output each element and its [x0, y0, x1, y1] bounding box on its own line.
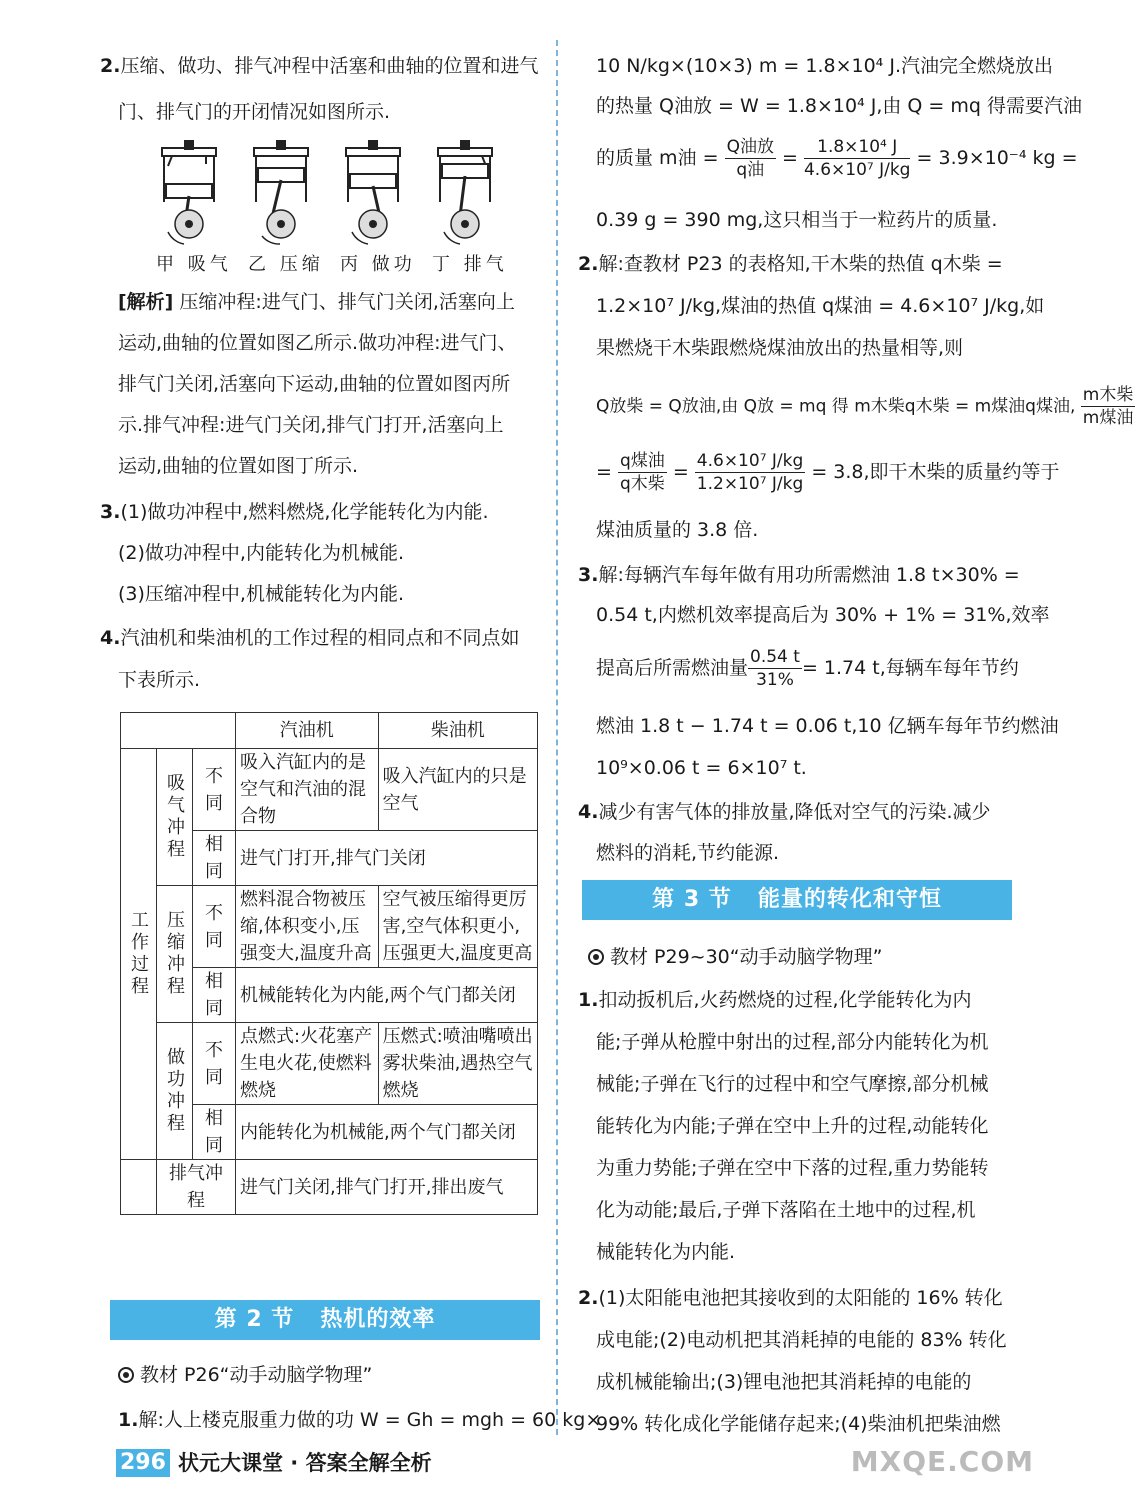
question-4-line2: 下表所示. — [118, 669, 201, 691]
right-line-4: 0.39 g = 390 mg,这只相当于一粒药片的质量. — [596, 209, 998, 231]
engine-exhaust-diagram — [430, 140, 500, 244]
r2-line-2: 成电能;(2)电动机把其消耗掉的电能的 83% 转化 — [596, 1329, 1007, 1351]
r2-line-3: 成机械能输出;(3)锂电池把其消耗掉的电能的 — [596, 1371, 972, 1393]
r1-line-4: 能转化为内能;子弹在空中上升的过程,动能转化 — [596, 1115, 989, 1137]
analysis-line-5: 运动,曲轴的位置如图丁所示. — [118, 455, 359, 477]
r1-line-3: 械能;子弹在飞行的过程中和空气摩擦,部分机械 — [596, 1073, 989, 1095]
table-corner — [121, 713, 236, 749]
right-q4-line2: 燃料的消耗,节约能源. — [596, 842, 780, 864]
table-blank-cell — [121, 1160, 157, 1215]
r2-line-4: 99% 转化成化学能储存起来;(4)柴油机把柴油燃 — [596, 1413, 1001, 1435]
engine-power-diagram — [338, 140, 408, 244]
analysis-line-4: 示.排气冲程:进气门关闭,排气门打开,活塞向上 — [118, 414, 504, 436]
right-q2-line5: = $\frac{\text{q煤油}}{\text{q木柴}}$ = $\frac{\text{4.6×10⁷ J/kg}}{\text{1.2×10⁷ J/kg}}$ = 3.8,即干木柴的质量约等于 — [596, 451, 1060, 494]
exhaust-stroke-label: 排气冲程 — [157, 1160, 236, 1215]
same-label: 相同 — [193, 968, 236, 1023]
r1-line-5: 为重力势能;子弹在空中下落的过程,重力势能转 — [596, 1157, 989, 1179]
compression-diesel: 空气被压缩得更厉害,空气体积更小,压强更大,温度更高 — [378, 886, 537, 968]
right-q3: 3.解:每辆汽车每年做有用功所需燃油 1.8 t×30% = — [578, 564, 1020, 586]
same-label: 相同 — [193, 1105, 236, 1160]
r1-line-2: 能;子弹从枪膛中射出的过程,部分内能转化为机 — [596, 1031, 989, 1053]
fraction: $\frac{\text{1.8×10⁴ J}}{\text{4.6×10⁷ J/kg}}$ — [803, 137, 911, 180]
page-number: 296 — [116, 1449, 170, 1477]
compression-same: 机械能转化为内能,两个气门都关闭 — [236, 968, 538, 1023]
power-gasoline: 点燃式:火花塞产生电火花,使燃料燃烧 — [236, 1023, 379, 1105]
q1-answer: 1.解:人上楼克服重力做的功 W = Gh = mgh = 60 kg× — [118, 1409, 602, 1431]
compression-stroke-label: 压缩冲程 — [157, 886, 193, 1023]
r2-line-1: 2.(1)太阳能电池把其接收到的太阳能的 16% 转化 — [578, 1287, 1003, 1309]
question-2-line2: 门、排气门的开闭情况如图所示. — [118, 101, 391, 123]
engine-label-compression: 乙 压缩 — [248, 254, 324, 275]
diff-label: 不同 — [193, 886, 236, 968]
power-same: 内能转化为机械能,两个气门都关闭 — [236, 1105, 538, 1160]
footer-title: 状元大课堂 · 答案全解全析 — [178, 1451, 432, 1475]
analysis-line-3: 排气门关闭,活塞向下运动,曲轴的位置如图丙所 — [118, 373, 511, 395]
fraction: $\frac{0.54 t}{31\%}$ — [750, 647, 800, 690]
question-2: 2.压缩、做功、排气冲程中活塞和曲轴的位置和进气 — [100, 55, 539, 77]
reference-2: 教材 P26“动手动脑学物理” — [118, 1363, 372, 1387]
diff-label: 不同 — [193, 1023, 236, 1105]
intake-gasoline: 吸入汽缸内的是空气和汽油的混合物 — [236, 749, 379, 831]
exhaust-all: 进气门关闭,排气门打开,排出废气 — [236, 1160, 538, 1215]
engine-compression-diagram — [246, 140, 316, 244]
question-3-line3: (3)压缩冲程中,机械能转化为内能. — [118, 583, 404, 605]
right-q3-line4: 燃油 1.8 t − 1.74 t = 0.06 t,10 亿辆车每年节约燃油 — [596, 715, 1059, 737]
right-q4: 4.减少有害气体的排放量,降低对空气的污染.减少 — [578, 801, 991, 823]
header-gasoline: 汽油机 — [236, 713, 379, 749]
power-diesel: 压燃式:喷油嘴喷出雾状柴油,遇热空气燃烧 — [378, 1023, 537, 1105]
engine-comparison-table — [120, 712, 538, 1215]
diff-label: 不同 — [193, 749, 236, 831]
engine-label-intake: 甲 吸气 — [156, 254, 232, 275]
same-label: 相同 — [193, 831, 236, 886]
section-2-heading: 第 2 节 热机的效率 — [110, 1300, 540, 1340]
section-3-heading: 第 3 节 能量的转化和守恒 — [582, 880, 1012, 920]
r1-line-6: 化为动能;最后,子弹下落陷在土地中的过程,机 — [596, 1199, 976, 1221]
right-line-2: 的热量 Q油放 = W = 1.8×10⁴ J,由 Q = mq 得需要汽油 — [596, 95, 1082, 117]
right-q2-line2: 1.2×10⁷ J/kg,煤油的热值 q煤油 = 4.6×10⁷ J/kg,如 — [596, 295, 1045, 317]
header-diesel: 柴油机 — [378, 713, 537, 749]
fraction: $\frac{\text{Q油放}}{\text{q油}}$ — [726, 137, 774, 180]
target-icon — [588, 949, 604, 965]
intake-stroke-label: 吸气冲程 — [157, 749, 193, 886]
intake-diesel: 吸入汽缸内的只是空气 — [378, 749, 537, 831]
right-q2-line6: 煤油质量的 3.8 倍. — [596, 519, 759, 541]
engine-label-power: 丙 做功 — [340, 254, 416, 275]
reference-3: 教材 P29~30“动手动脑学物理” — [588, 945, 882, 969]
right-q3-line5: 10⁹×0.06 t = 6×10⁷ t. — [596, 757, 807, 779]
right-q3-line2: 0.54 t,内燃机效率提高后为 30% + 1% = 31%,效率 — [596, 604, 1050, 626]
question-4: 4.汽油机和柴油机的工作过程的相同点和不同点如 — [100, 627, 520, 649]
power-stroke-label: 做功冲程 — [157, 1023, 193, 1160]
engine-intake-diagram — [154, 140, 224, 244]
right-line-3: 的质量 m油 = $\frac{\text{Q油放}}{\text{q油}}$ = $\frac{\text{1.8×10⁴ J}}{\text{4.6×10⁷ J/kg}}$ = 3.9×10⁻⁴ kg = — [596, 137, 1078, 180]
question-3-line2: (2)做功冲程中,内能转化为机械能. — [118, 542, 404, 564]
analysis-tag: [解析] — [118, 291, 174, 313]
right-q3-line3: 提高后所需燃油量 $\frac{0.54 t}{31\%}$ = 1.74 t,每辆车每年节约 — [596, 647, 1019, 690]
watermark: MXQE.COM — [850, 1445, 1034, 1478]
column-divider — [556, 40, 558, 1435]
analysis-line-2: 运动,曲轴的位置如图乙所示.做功冲程:进气门、 — [118, 332, 517, 354]
fraction: $\frac{\text{q煤油}}{\text{q木柴}}$ — [619, 451, 665, 494]
work-process-label: 工作过程 — [121, 749, 157, 1160]
compression-gasoline: 燃料混合物被压缩,体积变小,压强变大,温度升高 — [236, 886, 379, 968]
target-icon — [118, 1367, 134, 1383]
question-3-line1: 3.(1)做功冲程中,燃料燃烧,化学能转化为内能. — [100, 501, 489, 523]
right-q2: 2.解:查教材 P23 的表格知,干木柴的热值 q木柴 = — [578, 253, 1003, 275]
intake-same: 进气门打开,排气门关闭 — [236, 831, 538, 886]
right-line-1: 10 N/kg×(10×3) m = 1.8×10⁴ J.汽油完全燃烧放出 — [596, 55, 1053, 77]
fraction: $\frac{\text{4.6×10⁷ J/kg}}{\text{1.2×10⁷ J/kg}}$ — [696, 451, 804, 494]
analysis-line-1: [解析] 压缩冲程:进气门、排气门关闭,活塞向上 — [118, 291, 515, 313]
right-q2-line4: Q放柴 = Q放油,由 Q放 = mq 得 m木柴q木柴 = m煤油q煤油, $\frac{\text{m木柴}}{\text{m煤油}}$ — [596, 385, 1134, 428]
fraction: $\frac{\text{m木柴}}{\text{m煤油}}$ — [1082, 385, 1134, 428]
engine-label-exhaust: 丁 排气 — [432, 254, 508, 275]
r1-line-7: 械能转化为内能. — [596, 1241, 736, 1263]
right-q2-line3: 果燃烧干木柴跟燃烧煤油放出的热量相等,则 — [596, 337, 964, 359]
r1-line-1: 1.扣动扳机后,火药燃烧的过程,化学能转化为内 — [578, 989, 972, 1011]
